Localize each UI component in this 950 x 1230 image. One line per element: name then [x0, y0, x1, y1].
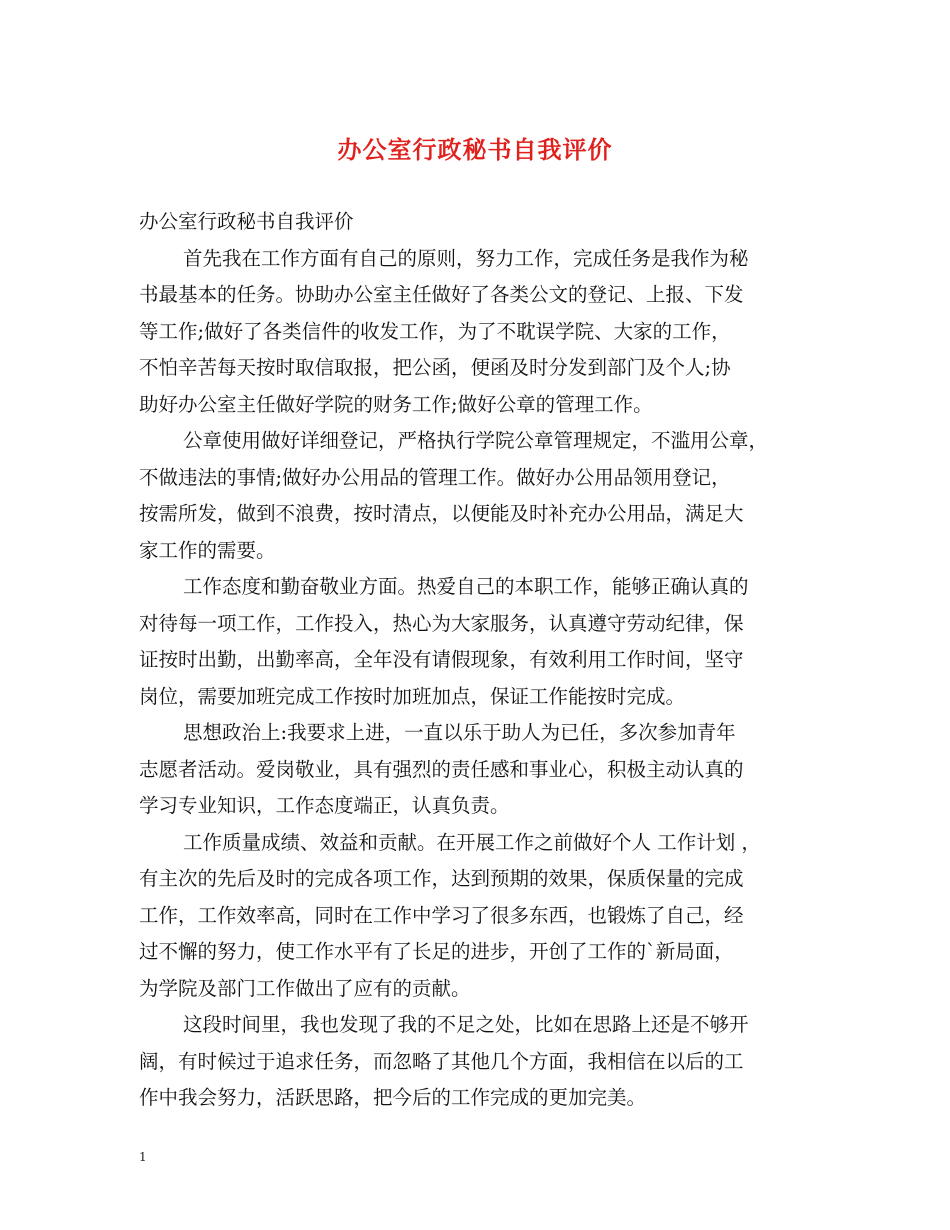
- text-line: 等工作;做好了各类信件的收发工作，为了不耽误学院、大家的工作，: [139, 319, 731, 343]
- text-line: 阔，有时候过于追求任务，而忽略了其他几个方面，我相信在以后的工: [139, 1049, 744, 1073]
- text-line: 工作，工作效率高，同时在工作中学习了很多东西，也锻炼了自己，经: [139, 903, 744, 927]
- text-line: 有主次的先后及时的完成各项工作，达到预期的效果，保质保量的完成: [139, 867, 744, 890]
- text-line: 按需所发，做到不浪费，按时清点，以便能及时补充办公用品，满足大: [139, 502, 744, 525]
- text-line: 这段时间里，我也发现了我的不足之处，比如在思路上还是不够开: [183, 1013, 749, 1036]
- text-line: 学习专业知识，工作态度端正，认真负责。: [139, 794, 510, 817]
- body-heading-line: 办公室行政秘书自我评价: [139, 210, 354, 233]
- text-line: 公章使用做好详细登记，严格执行学院公章管理规定，不滥用公章，: [183, 429, 769, 452]
- text-line: 证按时出勤，出勤率高，全年没有请假现象，有效利用工作时间，坚守: [139, 648, 744, 671]
- text-line: 助好办公室主任做好学院的财务工作;做好公章的管理工作。: [139, 392, 653, 416]
- text-line: 不怕辛苦每天按时取信取报，把公函，便函及时分发到部门及个人;协: [139, 356, 731, 379]
- text-line: 工作质量成绩、效益和贡献。在开展工作之前做好个人 工作计划 ，: [183, 830, 761, 854]
- text-line: 志愿者活动。爱岗敬业，具有强烈的责任感和事业心，积极主动认真的: [139, 757, 744, 781]
- text-line: 过不懈的努力，使工作水平有了长足的进步，开创了工作的`新局面，: [139, 940, 734, 963]
- text-line: 对待每一项工作，工作投入，热心为大家服务，认真遵守劳动纪律，保: [139, 611, 744, 635]
- paragraph-lines: [139, 241, 829, 1117]
- text-line: 为学院及部门工作做出了应有的贡献。: [139, 976, 471, 1000]
- text-line: 作中我会努力，活跃思路，把今后的工作完成的更加完美。: [139, 1086, 647, 1109]
- document-title: 办公室行政秘书自我评价: [337, 135, 613, 164]
- text-line: 岗位，需要加班完成工作按时加班加点，保证工作能按时完成。: [139, 684, 686, 708]
- text-line: 不做违法的事情;做好办公用品的管理工作。做好办公用品领用登记，: [139, 465, 731, 489]
- page-number: 1: [139, 1150, 147, 1164]
- text-line: 书最基本的任务。协助办公室主任做好了各类公文的登记、上报、下发: [139, 283, 744, 306]
- document-body: [139, 204, 829, 1117]
- text-line: 家工作的需要。: [139, 538, 276, 562]
- text-line: 工作态度和勤奋敬业方面。热爱自己的本职工作，能够正确认真的: [183, 575, 749, 598]
- text-line: 首先我在工作方面有自己的原则，努力工作，完成任务是我作为秘: [183, 246, 749, 270]
- text-line: 思想政治上:我要求上进，一直以乐于助人为已任，多次参加青年: [183, 721, 736, 744]
